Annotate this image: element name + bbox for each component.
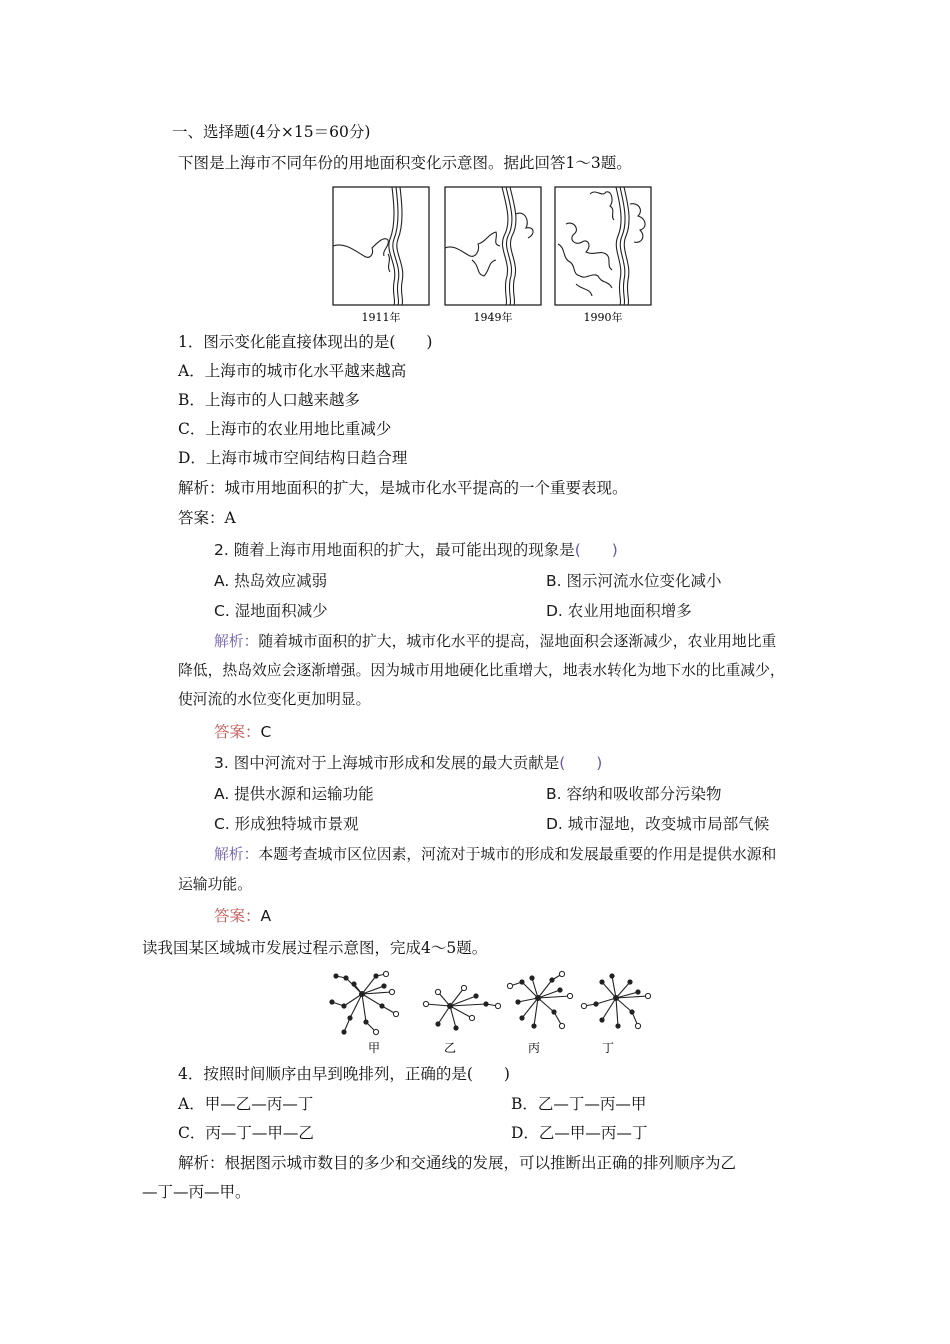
q3-analysis-line-2: 运输功能。 <box>178 876 252 893</box>
city-network-diagrams <box>326 966 662 1058</box>
q3-option-a: A. 提供水源和运输功能 <box>214 785 374 803</box>
shanghai-landuse-maps <box>330 184 658 326</box>
q3-analysis-label: 解析： <box>214 846 259 863</box>
q2-analysis-line-2: 降低，热岛效应会逐渐增强。因为城市用地硬化比重增大，地表水转化为地下水的比重减少， <box>178 662 785 679</box>
q4-option-b: B．乙—丁—丙—甲 <box>511 1095 647 1113</box>
q1-analysis: 解析：城市用地面积的扩大，是城市化水平提高的一个重要表现。 <box>178 479 628 497</box>
q3-paren: ( ) <box>559 754 603 772</box>
q1-answer: 答案：A <box>178 509 236 527</box>
map-label-1990: 1990年 <box>583 311 623 324</box>
q3-stem: 图中河流对于上海城市形成和发展的最大贡献是 <box>233 754 560 772</box>
q4-option-c: C．丙—丁—甲—乙 <box>178 1124 314 1142</box>
q2-answer <box>214 722 271 742</box>
q2-answer-value: C <box>260 723 272 741</box>
section-title: 一、选择题(4分×15＝60分) <box>172 123 371 141</box>
q3-analysis-text-1: 本题考查城市区位因素，河流对于城市的形成和发展最重要的作用是提供水源和 <box>258 846 777 863</box>
q2-analysis-line-3: 使河流的水位变化更加明显。 <box>178 691 371 708</box>
q4-option-a: A．甲—乙—丙—丁 <box>178 1095 314 1113</box>
q4-analysis-line-1: 解析：根据图示城市数目的多少和交通线的发展，可以推断出正确的排列顺序为乙 <box>178 1154 737 1172</box>
q3-stem-line <box>214 753 602 773</box>
q1-option-b: B．上海市的人口越来越多 <box>178 391 360 409</box>
q1-option-d: D．上海市城市空间结构日趋合理 <box>178 449 408 467</box>
q4-option-d: D．乙—甲—丙—丁 <box>511 1124 648 1142</box>
q4-stem: 4．按照时间顺序由早到晚排列，正确的是( ) <box>178 1065 510 1083</box>
q2-analysis-label: 解析： <box>214 633 259 650</box>
q3-answer-value: A <box>260 907 272 925</box>
network-label-bing: 丙 <box>527 1041 541 1055</box>
network-label-ding: 丁 <box>601 1041 615 1055</box>
q3-answer <box>214 906 271 926</box>
q2-analysis-line-1 <box>214 632 776 652</box>
q3-option-c: C. 形成独特城市景观 <box>214 815 359 833</box>
q2-stem: 随着上海市用地面积的扩大，最可能出现的现象是 <box>233 541 575 559</box>
network-label-yi: 乙 <box>443 1041 457 1055</box>
q2-answer-label: 答案： <box>214 723 261 741</box>
q2-option-b: B. 图示河流水位变化减小 <box>546 572 722 590</box>
q2-number: 2. <box>214 541 229 559</box>
q1-option-a: A．上海市的城市化水平越来越高 <box>178 362 407 380</box>
q2-stem-line <box>214 540 618 560</box>
network-label-jia: 甲 <box>367 1041 381 1055</box>
q3-option-d: D. 城市湿地，改变城市局部气候 <box>546 815 770 833</box>
q3-option-b: B. 容纳和吸收部分污染物 <box>546 785 722 803</box>
map-label-1911: 1911年 <box>361 311 401 324</box>
q1-option-c: C．上海市的农业用地比重减少 <box>178 420 392 438</box>
q2-option-d: D. 农业用地面积增多 <box>546 602 692 620</box>
q2-option-a: A. 热岛效应减弱 <box>214 572 328 590</box>
q4-analysis-line-2: —丁—丙—甲。 <box>142 1183 251 1201</box>
q3-answer-label: 答案： <box>214 907 261 925</box>
intro-text-2: 读我国某区域城市发展过程示意图，完成4～5题。 <box>142 939 488 957</box>
q2-analysis-text-1: 随着城市面积的扩大，城市化水平的提高，湿地面积会逐渐减少，农业用地比重 <box>258 633 777 650</box>
q3-number: 3. <box>214 754 229 772</box>
q2-paren: ( ) <box>574 541 618 559</box>
map-label-1949: 1949年 <box>473 311 513 324</box>
q3-analysis-line-1 <box>214 845 776 865</box>
intro-text-1: 下图是上海市不同年份的用地面积变化示意图。据此回答1～3题。 <box>178 154 632 172</box>
q2-option-c: C. 湿地面积减少 <box>214 602 328 620</box>
q1-stem: 1．图示变化能直接体现出的是( ) <box>178 333 433 351</box>
